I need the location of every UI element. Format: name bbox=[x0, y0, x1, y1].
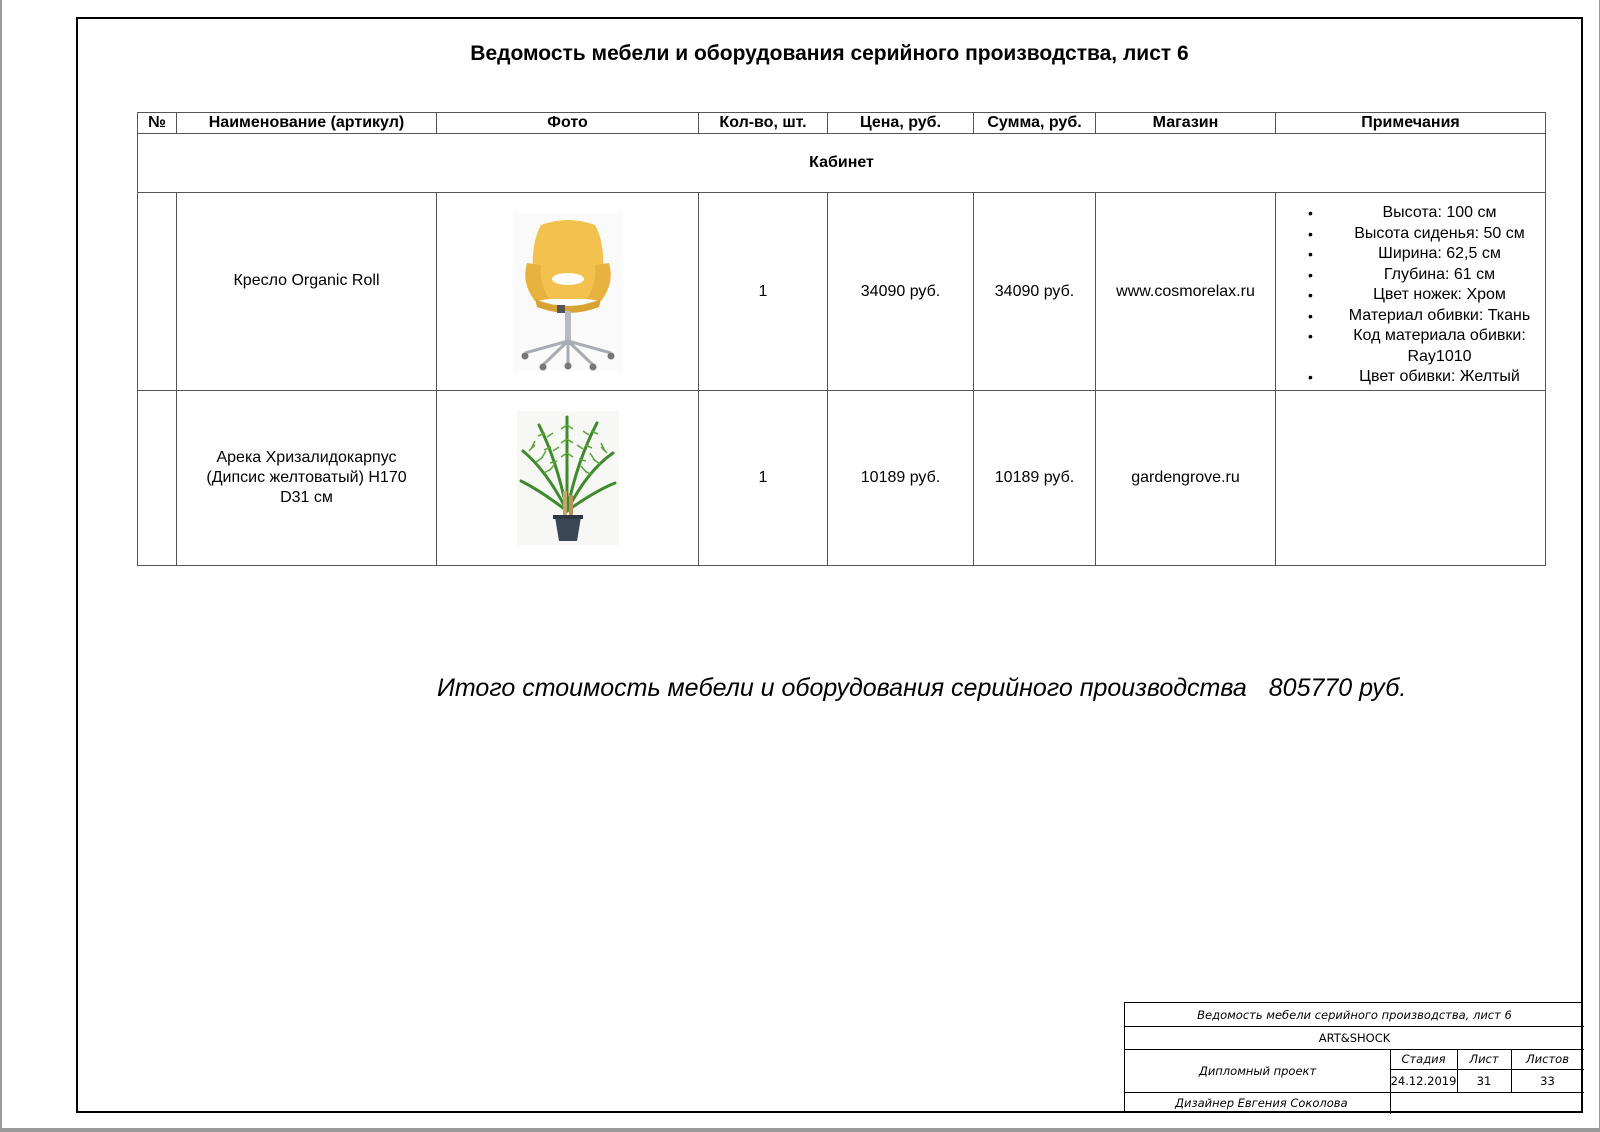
item-notes bbox=[1276, 391, 1546, 566]
title-block-project: Дипломный проект bbox=[1198, 1063, 1317, 1078]
item-price: 10189 руб. bbox=[828, 391, 974, 566]
title-block-sheets: 33 bbox=[1540, 1073, 1555, 1088]
note-item: • Материал обивки: Ткань bbox=[1286, 306, 1545, 327]
title-block-sheets-label: Листов bbox=[1526, 1052, 1569, 1066]
total-amount: 805770 руб. bbox=[1268, 674, 1407, 702]
item-price: 34090 руб. bbox=[828, 193, 974, 391]
title-block-sheet: 31 bbox=[1476, 1073, 1492, 1088]
specification-table bbox=[137, 112, 1546, 566]
total-label: Итого стоимость мебели и оборудования серийного производства bbox=[437, 674, 1247, 702]
header-notes: Примечания bbox=[1276, 113, 1546, 134]
document-title: Ведомость мебели и оборудования серийного производства, лист 6 bbox=[470, 42, 1189, 65]
item-photo bbox=[437, 391, 699, 566]
header-photo: Фото bbox=[437, 113, 699, 134]
row-number bbox=[138, 193, 177, 391]
section-row bbox=[138, 134, 1546, 193]
yellow-office-chair-photo bbox=[513, 213, 623, 371]
title-block-company: ART&SHOCK bbox=[1318, 1030, 1391, 1045]
notes-list bbox=[1286, 203, 1545, 388]
header-name: Наименование (артикул) bbox=[177, 113, 437, 134]
note-item: • Код материала обивки: Ray1010 bbox=[1286, 326, 1545, 367]
table-header-row bbox=[138, 113, 1546, 134]
total-cost bbox=[437, 674, 1406, 703]
item-shop: gardengrove.ru bbox=[1096, 391, 1276, 566]
title-block-sheet-label: Лист bbox=[1469, 1052, 1499, 1066]
table-row bbox=[138, 391, 1546, 566]
item-qty: 1 bbox=[699, 391, 828, 566]
item-photo bbox=[437, 193, 699, 391]
item-qty: 1 bbox=[699, 193, 828, 391]
section-title: Кабинет bbox=[138, 134, 1546, 193]
table-row bbox=[138, 193, 1546, 391]
note-item: • Высота сиденья: 50 см bbox=[1286, 224, 1545, 245]
note-item: • Высота: 100 см bbox=[1286, 203, 1545, 224]
title-block-designer: Дизайнер Евгения Соколова bbox=[1175, 1096, 1348, 1110]
page-edge-bottom bbox=[0, 1128, 1600, 1132]
row-number bbox=[138, 391, 177, 566]
title-block-title: Ведомость мебели серийного производства, лист 6 bbox=[1197, 1007, 1512, 1022]
header-shop: Магазин bbox=[1096, 113, 1276, 134]
title-block-date: 24.12.2019 bbox=[1390, 1073, 1457, 1088]
note-item: • Глубина: 61 см bbox=[1286, 265, 1545, 286]
item-sum: 34090 руб. bbox=[974, 193, 1096, 391]
header-qty: Кол-во, шт. bbox=[699, 113, 828, 134]
header-sum: Сумма, руб. bbox=[974, 113, 1096, 134]
item-shop: www.cosmorelax.ru bbox=[1096, 193, 1276, 391]
header-number: № bbox=[138, 113, 177, 134]
note-item: • Цвет обивки: Желтый bbox=[1286, 367, 1545, 388]
page-edge-left bbox=[0, 0, 2, 1132]
item-name: Арека Хризалидокарпус (Дипсис желтоватый) H170 D31 см bbox=[177, 391, 437, 566]
title-block bbox=[1124, 1002, 1583, 1113]
title-block-stage-label: Стадия bbox=[1401, 1052, 1446, 1066]
item-name: Кресло Organic Roll bbox=[177, 193, 437, 391]
note-item: • Ширина: 62,5 см bbox=[1286, 244, 1545, 265]
item-sum: 10189 руб. bbox=[974, 391, 1096, 566]
header-price: Цена, руб. bbox=[828, 113, 974, 134]
potted-palm-photo bbox=[517, 411, 619, 545]
note-item: • Цвет ножек: Хром bbox=[1286, 285, 1545, 306]
item-notes bbox=[1276, 193, 1546, 391]
